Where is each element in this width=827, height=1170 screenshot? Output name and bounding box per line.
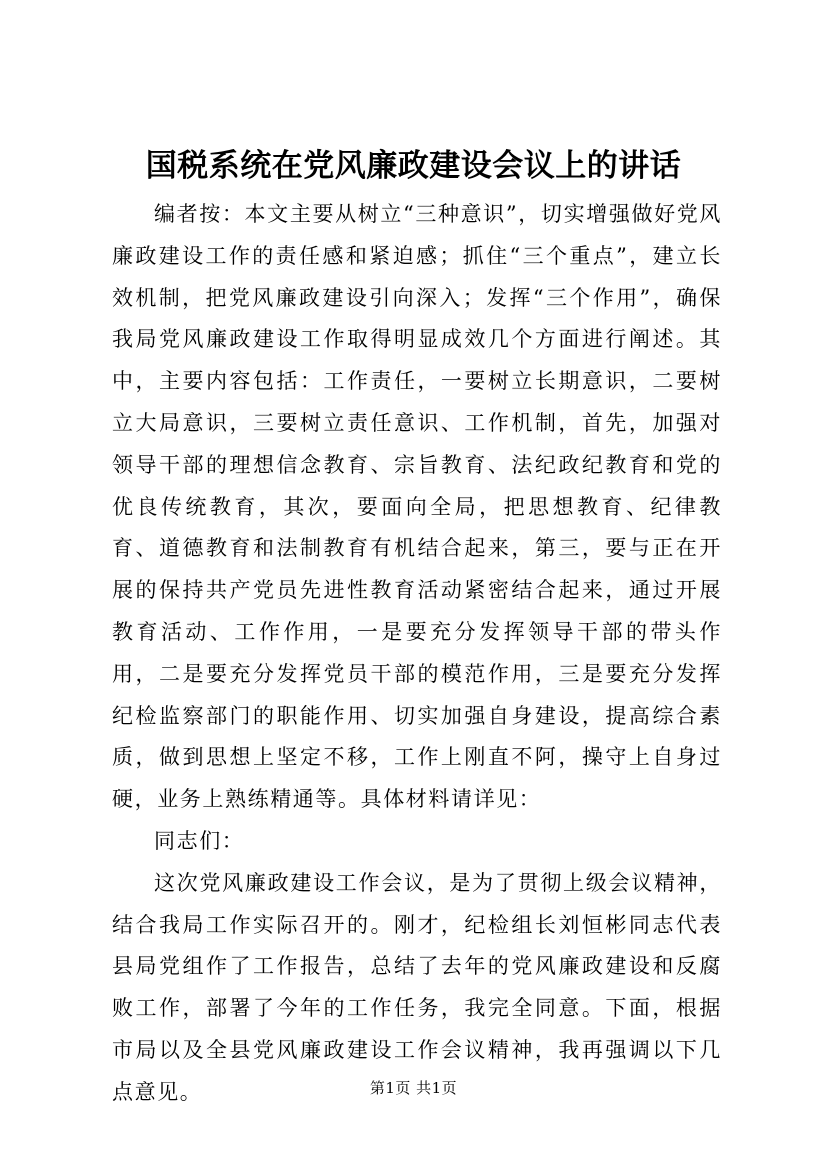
salutation-paragraph: 同志们： bbox=[154, 828, 245, 853]
document-title: 国税系统在党风廉政建设会议上的讲话 bbox=[145, 148, 682, 184]
speech-paragraph: 这次党风廉政建设工作会议，是为了贯彻上级会议精神，结合我局工作实际召开的。刚才，纪检组长刘恒彬同志代表县局党组作了工作报告，总结了去年的党风廉政建设和反腐败工作，部署了今年的工作任务，我完全同意。下面，根据市局以及全县党风廉政建设工作会议精神，我再强调以下几点意见。 bbox=[112, 870, 722, 1104]
page-footer: 第1页 共1页 bbox=[369, 1079, 458, 1097]
editor-note-paragraph: 编者按：本文主要从树立“三种意识”，切实增强做好党风廉政建设工作的责任感和紧迫感；抓住“三个重点”，建立长效机制，把党风廉政建设引向深入；发挥“三个作用”，确保我局党风廉政建设工作取得明显成效几个方面进行阐述。其中，主要内容包括：工作责任，一要树立长期意识，二要树立大局意识，三要树立责任意识、工作机制，首先，加强对领导干部的理想信念教育、宗旨教育、法纪政纪教育和党的优良传统教育，其次，要面向全局，把思想教育、纪律教育、道德教育和法制教育有机结合起来，第三，要与正在开展的保持共产党员先进性教育活动紧密结合起来，通过开展教育活动、工作作用，一是要充分发挥领导干部的带头作用，二是要充分发挥党员干部的模范作用，三是要充分发挥纪检监察部门的职能作用、切实加强自身建设，提高综合素质，做到思想上坚定不移，工作上刚直不阿，操守上自身过硬，业务上熟练精通等。具体材料请详见： bbox=[112, 202, 722, 812]
document-body bbox=[112, 194, 722, 1114]
